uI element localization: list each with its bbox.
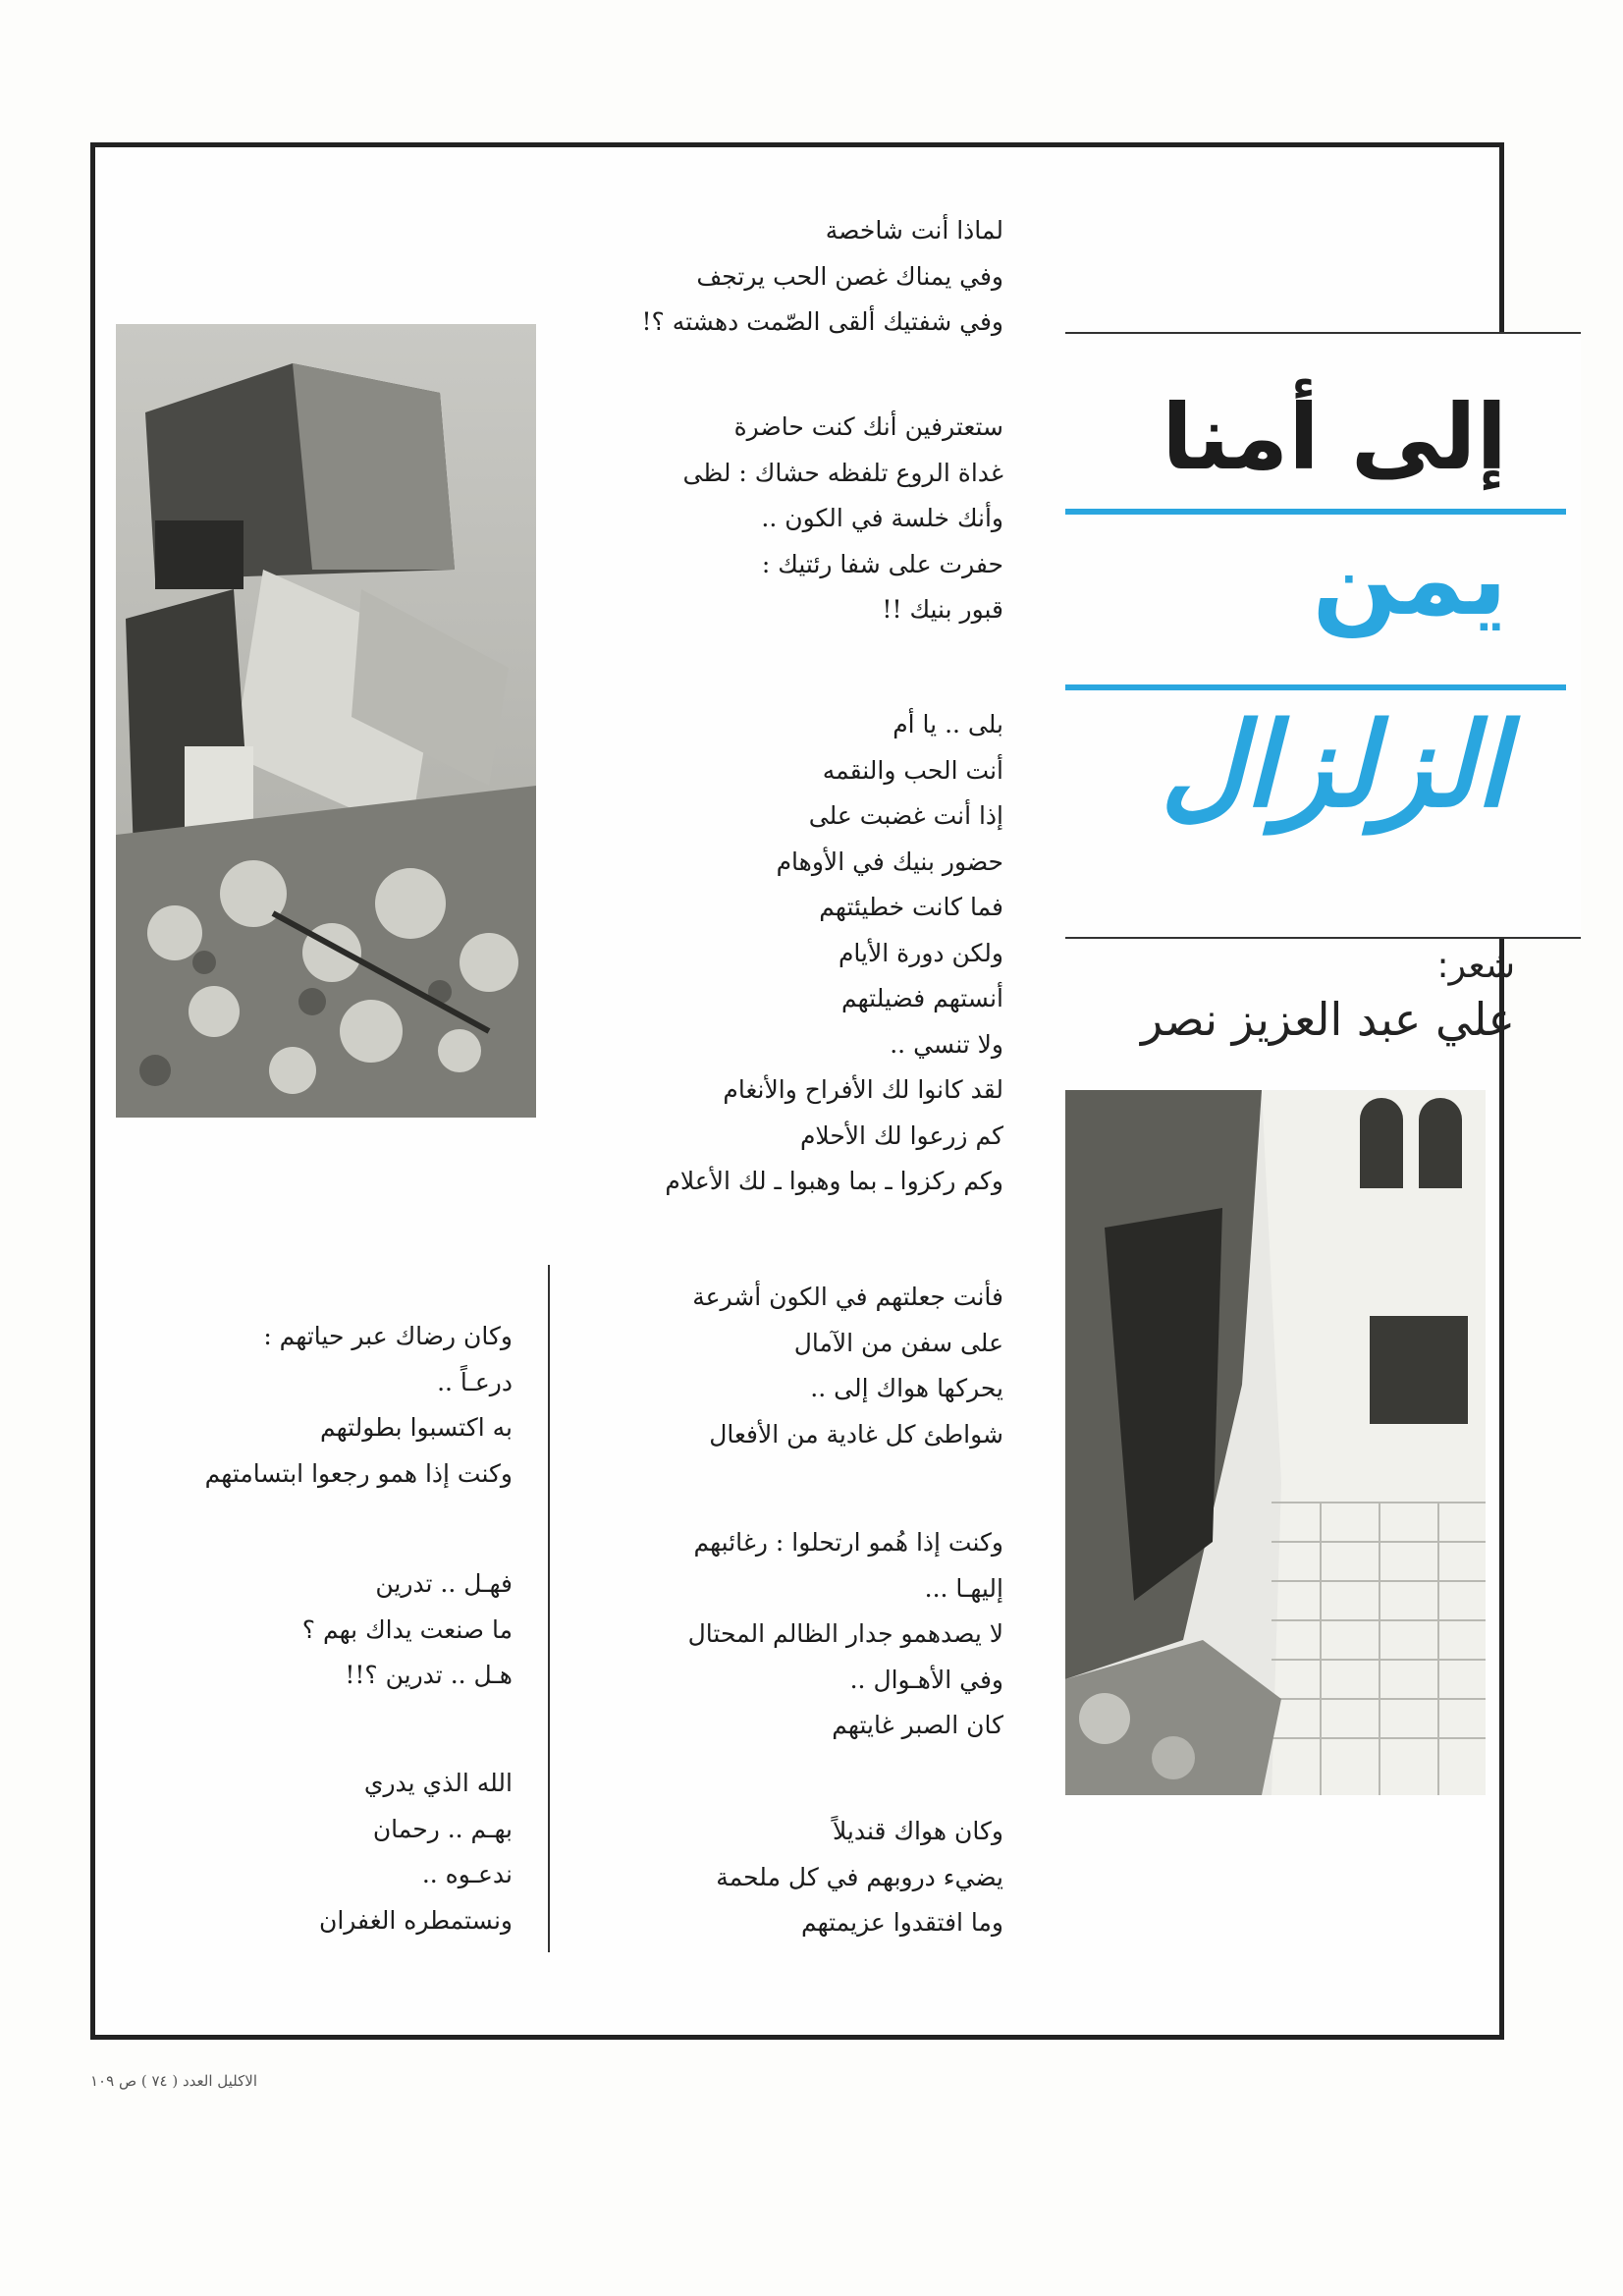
- verse-line: كان الصبر غايتهم: [832, 1711, 1003, 1739]
- verse-line: ولكن دورة الأيام: [838, 938, 1003, 967]
- verse-line: وفي شفتيك ألقى الصّمت دهشته ؟!: [641, 307, 1003, 336]
- verse-line: بلى .. يا أم: [893, 710, 1003, 738]
- earthquake-ruins-photo: [116, 324, 536, 1118]
- verse-line: درعـاً ..: [437, 1367, 513, 1396]
- verse-line: فما كانت خطيئتهم: [819, 893, 1003, 921]
- verse-line: وفي الأهـوال ..: [849, 1665, 1003, 1694]
- title-block: [1065, 332, 1581, 939]
- verse-line: وكنت إذا همو رجعوا ابتسامتهم: [204, 1458, 513, 1488]
- verse-line: ما صنعت يداك بهم ؟: [301, 1614, 513, 1644]
- verse-line: حفرت على شفا رئتيك :: [761, 549, 1003, 578]
- verse-line: أنت الحب والنقمه: [822, 755, 1003, 785]
- page-footer: الاكليل العدد ( ٧٤ ) ص ١٠٩: [90, 2072, 257, 2090]
- byline-label: شعر:: [1436, 946, 1515, 986]
- verse-line: إليهـا ...: [924, 1573, 1003, 1603]
- verse-line: الله الذي يدري: [363, 1769, 513, 1797]
- verse-line: ولا تنسي ..: [890, 1029, 1003, 1059]
- verse-line: وكان رضاك عبر حياتهم :: [263, 1322, 513, 1350]
- verse-line: فأنت جعلتهم في الكون أشرعة: [692, 1283, 1003, 1311]
- stanza-1: [641, 208, 1003, 346]
- verse-line: على سفن من الآمال: [793, 1328, 1003, 1357]
- verse-line: فهـل .. تدرين: [375, 1569, 513, 1598]
- title-rule-2: [1065, 684, 1566, 690]
- verse-line: يحركها هواك إلى ..: [810, 1374, 1003, 1402]
- damaged-house-photo: [1065, 1090, 1486, 1795]
- verse-line: كم زرعوا لك الأحلام: [799, 1121, 1003, 1150]
- byline-author: علي عبد العزيز نصر: [1141, 993, 1515, 1046]
- verse-line: هـل .. تدرين ؟!!: [345, 1661, 513, 1689]
- stanza-5: [688, 1520, 1003, 1749]
- stanza-7: [205, 1314, 513, 1497]
- verse-line: شواطئ كل غادية من الأفعال: [709, 1419, 1003, 1449]
- verse-line: لماذا أنت شاخصة: [825, 216, 1003, 245]
- verse-line: به اكتسبوا بطولتهم: [319, 1413, 513, 1442]
- verse-line: غداة الروع تلفظه حشاك : لظى: [682, 458, 1003, 487]
- title-line-2: يمن: [1312, 521, 1507, 638]
- stanza-9: [319, 1761, 513, 1943]
- stanza-2: [683, 405, 1003, 633]
- column-divider: [548, 1265, 550, 1952]
- verse-line: وكنت إذا هُمو ارتحلوا : رغائبهم: [693, 1528, 1003, 1557]
- verse-line: أنستهم فضيلتهم: [840, 984, 1003, 1012]
- verse-line: وكان هواك قنديلاً: [833, 1817, 1003, 1845]
- verse-line: بهـم .. رحمان: [372, 1814, 513, 1843]
- verse-line: وفي يمناك غصن الحب يرتجف: [696, 261, 1003, 291]
- verse-line: قبور بنيك !!: [882, 595, 1003, 624]
- title-line-3: الزلزال: [1160, 697, 1507, 833]
- verse-line: ندعـوه ..: [421, 1860, 513, 1888]
- verse-line: يضيء دروبهم في كل ملحمة: [716, 1862, 1003, 1891]
- verse-line: إذا أنت غضبت على: [808, 801, 1003, 830]
- verse-line: وأنك خلسة في الكون ..: [761, 504, 1003, 532]
- stanza-6: [716, 1809, 1003, 1946]
- verse-line: ستعترفين أنك كنت حاضرة: [733, 412, 1003, 441]
- stanza-8: [302, 1561, 513, 1699]
- title-rule-1: [1065, 509, 1566, 515]
- verse-line: وكم ركزوا ـ بما وهبوا ـ لك الأعلام: [665, 1167, 1003, 1195]
- verse-line: ونستمطره الغفران: [318, 1905, 513, 1935]
- verse-line: حضور بنيك في الأوهام: [776, 847, 1003, 876]
- verse-line: لقد كانوا لك الأفراح والأنغام: [723, 1075, 1003, 1104]
- stanza-3: [665, 702, 1003, 1205]
- verse-line: لا يصدهمو جدار الظالم المحتال: [687, 1619, 1003, 1648]
- title-line-1: إلى أمنا: [1162, 385, 1507, 490]
- verse-line: وما افتقدوا عزيمتهم: [800, 1908, 1003, 1937]
- stanza-4: [692, 1275, 1003, 1457]
